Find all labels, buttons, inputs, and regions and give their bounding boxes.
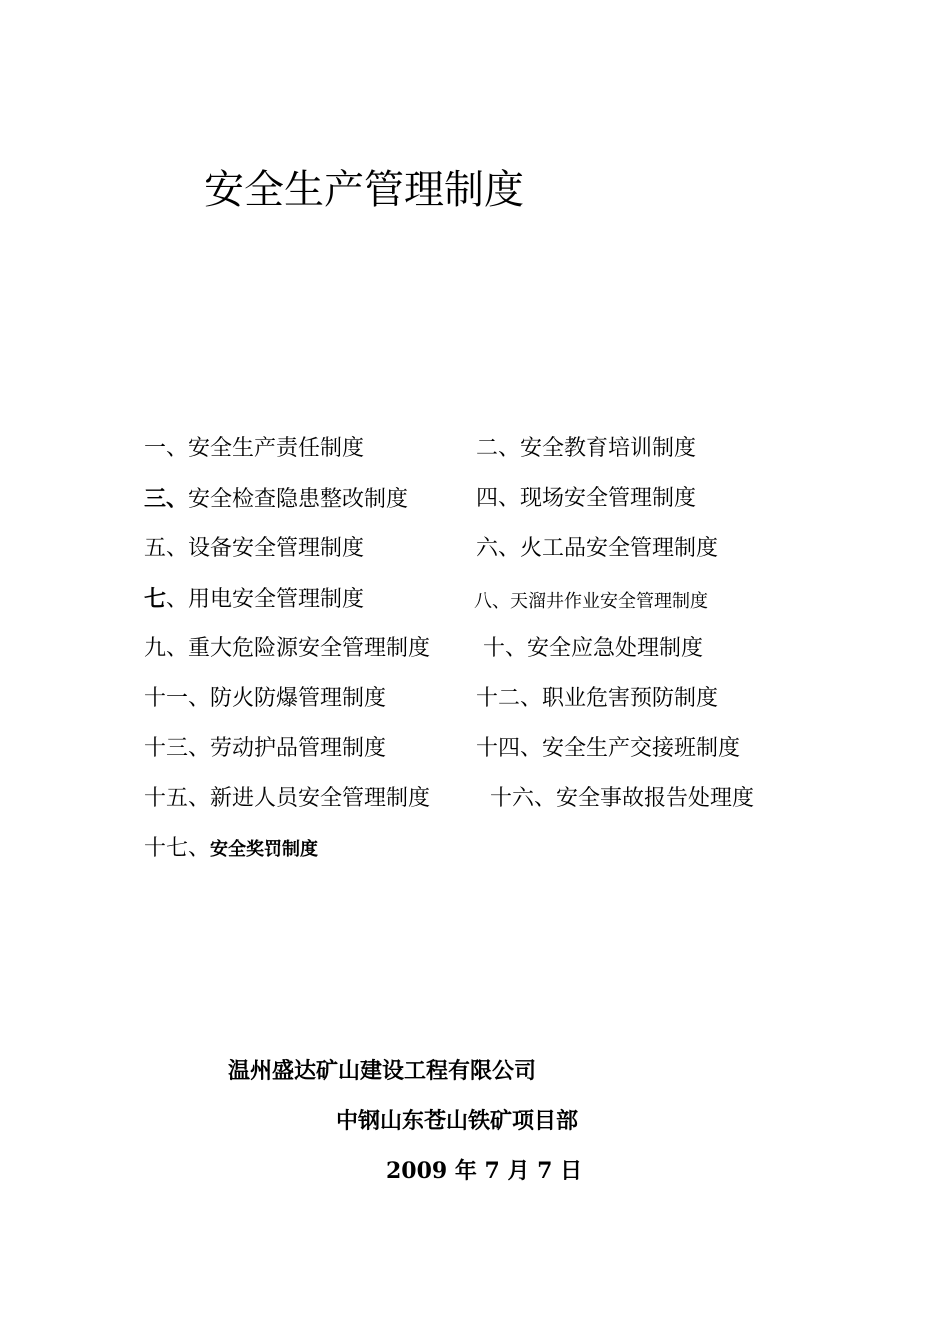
toc-item-label: 、用电安全管理制度 [166,587,365,612]
toc-item-label: 安全事故报告处理度 [556,786,755,811]
toc-item-9 [144,634,430,664]
toc-item-label: 新进人员安全管理制度 [210,786,431,811]
toc-item-label: 防火防爆管理制度 [210,686,387,711]
toc-item-label: 现场安全管理制度 [520,486,697,511]
toc-item-number: 九、 [144,636,189,661]
toc-item-1 [144,434,364,464]
company-name: 温州盛达矿山建设工程有限公司 [228,1059,537,1084]
toc-item-label: 安全生产责任制度 [188,436,365,461]
toc-item-number: 四、 [476,486,521,511]
toc-item-number: 八、 [474,591,510,612]
toc-item-number: 十四、 [476,736,543,761]
toc-item-label: 劳动护品管理制度 [210,736,387,761]
toc-item-6 [476,534,718,564]
toc-item-label: 火工品安全管理制度 [520,536,719,561]
toc-item-15 [144,784,430,814]
toc-item-number: 十六、 [490,786,557,811]
toc-item-number: 十三、 [144,736,211,761]
toc-item-label: 天溜井作业安全管理制度 [510,591,708,612]
toc-item-7 [144,584,364,615]
toc-item-number: 十一、 [144,686,211,711]
toc-item-2 [476,434,696,464]
toc-item-number: 十二、 [476,686,543,711]
toc-item-number: 十七、 [144,836,211,861]
toc-item-label: 设备安全管理制度 [188,536,365,561]
toc-item-12 [476,684,718,714]
toc-item-11 [144,684,386,714]
toc-item-5 [144,534,364,564]
toc-item-number: 二、 [476,436,521,461]
toc-item-3 [144,484,408,515]
toc-item-number: 三、 [144,486,189,512]
toc-item-17 [144,834,318,865]
toc-item-label: 安全教育培训制度 [520,436,697,461]
toc-item-label: 安全检查隐患整改制度 [188,487,409,512]
project-department: 中钢山东苍山铁矿项目部 [336,1109,579,1134]
document-title: 安全生产管理制度 [204,167,524,213]
toc-item-label: 安全奖罚制度 [210,839,319,860]
toc-item-label: 安全应急处理制度 [527,636,704,661]
toc-item-14 [476,734,740,764]
toc-item-label: 重大危险源安全管理制度 [188,636,431,661]
toc-item-label: 安全生产交接班制度 [542,736,741,761]
toc-item-number: 一、 [144,436,189,461]
toc-item-8 [474,587,708,617]
toc-item-10 [483,634,703,664]
toc-item-label: 职业危害预防制度 [542,686,719,711]
toc-item-number: 十五、 [144,786,211,811]
toc-item-13 [144,734,386,764]
toc-item-number: 五、 [144,536,189,561]
document-date: 2009 年 7 月 7 日 [386,1158,583,1184]
toc-item-number: 六、 [476,536,521,561]
toc-item-16 [490,784,754,814]
toc-item-number: 十、 [483,636,528,661]
toc-item-4 [476,484,696,514]
toc-item-number: 七 [144,586,167,612]
